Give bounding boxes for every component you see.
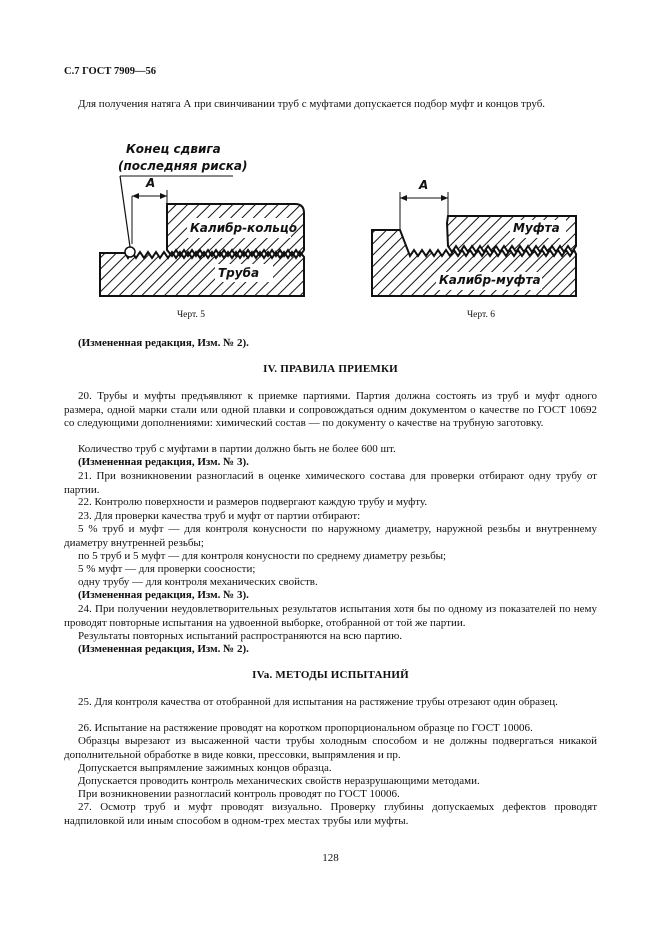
page-header: С.7 ГОСТ 7909—56 xyxy=(64,66,157,77)
paragraph-21: 21. При возникновении разногласий в оценке химического состава для проверки отбирают одну трубу от партии. xyxy=(64,470,597,496)
paragraph-20: 20. Трубы и муфты предъявляют к приемке партиями. Партия должна состоять из труб и муфт одного размера, одной марки стали или одной плавки и сопровождаться одним документом о качестве по ГОСТ 10692 со следующими дополнениями: химический состав — по документу о качестве на трубную заготовку. xyxy=(64,390,597,429)
amendment-note-24: (Измененная редакция, Изм. № 2). xyxy=(78,643,249,655)
paragraph-22: 22. Контролю поверхности и размеров подвергают каждую трубу и муфту. xyxy=(78,496,428,508)
paragraph-24: 24. При получении неудовлетворительных результатов испытания хотя бы по одному из показателей по нему проводят повторные испытания на удвоенной выборке, отобранной от той же партии. xyxy=(64,603,597,629)
figure-5-label-end: Конец сдвига xyxy=(126,142,221,156)
paragraph-26-straightening: Допускается выпрямление зажимных концов образца. xyxy=(78,762,332,774)
figure-6-dimension-a: A xyxy=(419,178,429,192)
paragraph-24-result: Результаты повторных испытаний распространяются на всю партию. xyxy=(78,630,403,642)
paragraph-23-item-3: 5 % муфт — для проверки соосности; xyxy=(78,563,256,575)
amendment-note-20: (Измененная редакция, Изм. № 3). xyxy=(78,456,249,468)
figure-5-ring-gauge-label: Калибр-кольцо xyxy=(190,221,297,235)
figure-6-caption: Черт. 6 xyxy=(467,310,495,320)
paragraph-23-item-4: одну трубу — для контроля механических свойств. xyxy=(78,576,318,588)
section-iv-title: IV. ПРАВИЛА ПРИЕМКИ xyxy=(263,363,398,375)
amendment-note-23: (Измененная редакция, Изм. № 3). xyxy=(78,589,249,601)
paragraph-20-quantity: Количество труб с муфтами в партии должно быть не более 600 шт. xyxy=(78,443,396,455)
figure-5-dimension-a: A xyxy=(146,176,156,190)
figure-5-pipe-label: Труба xyxy=(218,266,260,280)
paragraph-26: 26. Испытание на растяжение проводят на коротком пропорциональном образце по ГОСТ 10006. xyxy=(78,722,533,734)
intro-paragraph: Для получения натяга А при свинчивании труб с муфтами допускается подбор муфт и концов труб. xyxy=(78,98,546,110)
section-iva-title: IVa. МЕТОДЫ ИСПЫТАНИЙ xyxy=(252,669,409,681)
amendment-note-1: (Измененная редакция, Изм. № 2). xyxy=(78,337,249,349)
paragraph-23-item-1: 5 % труб и муфт — для контроля конусности по наружному диаметру, наружной резьбы и внутреннему диаметру внутренней резьбы; xyxy=(64,523,597,549)
paragraph-23-item-2: по 5 труб и 5 муфт — для контроля конусности по среднему диаметру резьбы; xyxy=(78,550,447,562)
paragraph-26-samples: Образцы вырезают из высаженной части трубы холодным способом и не должны подвергаться никакой дополнительной обработке в виде ковки, прессовки, выпрямления и пр. xyxy=(64,735,597,761)
figure-5-label-last: (последняя риска) xyxy=(118,159,248,173)
paragraph-26-nondestructive: Допускается проводить контроль механических свойств неразрушающими методами. xyxy=(78,775,480,787)
paragraph-25: 25. Для контроля качества от отобранной для испытания на растяжение трубы отрезают один образец. xyxy=(78,696,558,708)
page-number: 128 xyxy=(322,852,339,864)
paragraph-23: 23. Для проверки качества труб и муфт от партии отбирают: xyxy=(78,510,361,522)
figure-6-coupling-label: Муфта xyxy=(513,221,560,235)
paragraph-26-disagreement: При возникновении разногласий контроль проводят по ГОСТ 10006. xyxy=(78,788,400,800)
paragraph-27: 27. Осмотр труб и муфт проводят визуально. Проверку глубины допускаемых дефектов проводят надпиловкой или иным способом в одном-трех местах трубы или муфты. xyxy=(64,801,597,827)
figure-6-plug-gauge-label: Калибр-муфта xyxy=(439,273,541,287)
figure-5-caption: Черт. 5 xyxy=(177,310,205,320)
